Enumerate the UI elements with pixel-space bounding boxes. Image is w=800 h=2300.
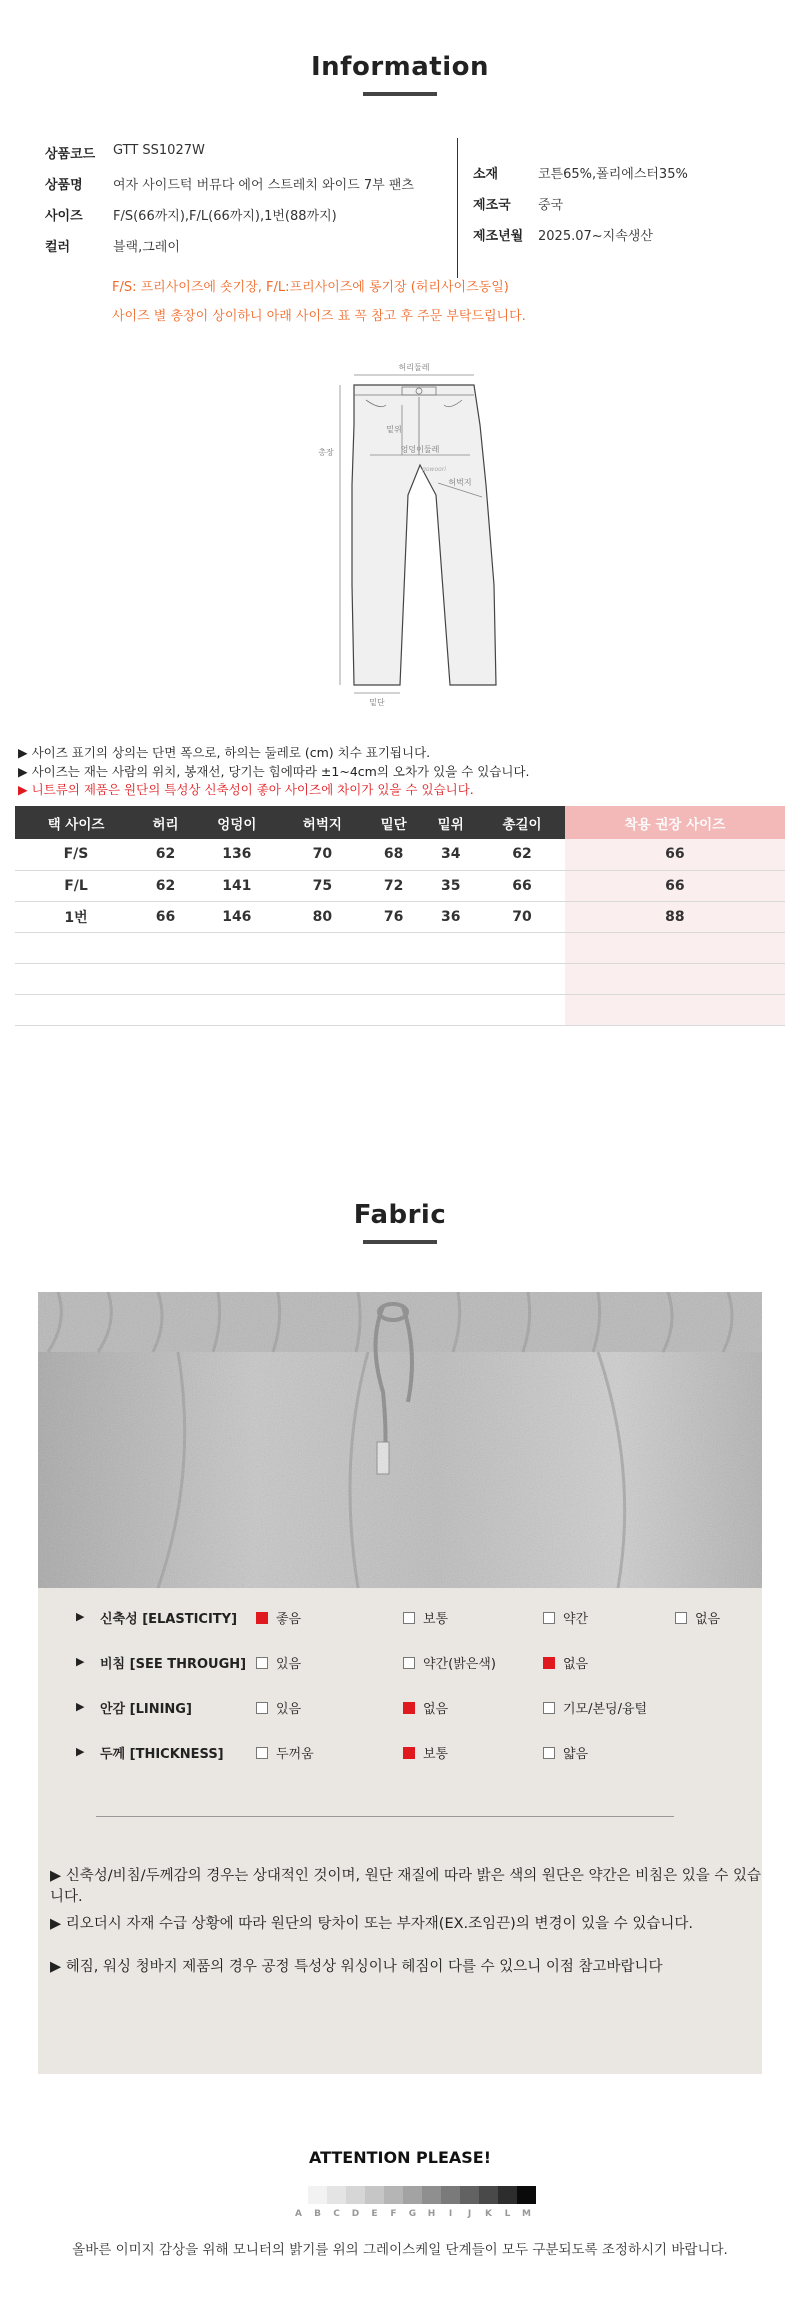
table-cell: 62 — [137, 839, 194, 870]
option-fleece-bonding — [543, 1698, 647, 1717]
fabric-note-3: ▶ 헤짐, 워싱 청바지 제품의 경우 공정 특성상 워싱이나 헤짐이 다를 수 있으니 이점 참고바랍니다 — [50, 1959, 663, 1975]
checkbox-icon — [403, 1612, 415, 1624]
header-thigh: 허벅지 — [280, 806, 366, 839]
fabric-properties-panel — [38, 1588, 762, 2074]
option-none — [543, 1653, 588, 1672]
grayscale-swatch — [517, 2186, 536, 2204]
table-cell: 136 — [194, 839, 280, 870]
info-row-manufacture-date — [473, 225, 773, 256]
pants-measurement-diagram — [310, 355, 510, 715]
info-row-country — [473, 194, 773, 225]
diagram-label-thigh: 허벅지 — [448, 478, 472, 487]
grayscale-bar — [289, 2186, 536, 2204]
grayscale-swatch — [289, 2186, 308, 2204]
fabric-title-underline — [363, 1240, 437, 1244]
checkbox-checked-icon — [403, 1702, 415, 1714]
property-lining — [38, 1698, 762, 1718]
info-label: 제조국 — [473, 198, 511, 213]
info-value: F/S(66까지),F/L(66까지),1번(88까지) — [113, 209, 337, 224]
option-yes — [256, 1653, 301, 1672]
table-cell: 70 — [280, 839, 366, 870]
size-note-1: F/S: 프리사이즈에 숏기장, F/L:프리사이즈에 롱기장 (허리사이즈동일) — [112, 280, 509, 295]
grayscale-label: B — [314, 2209, 321, 2219]
option-thin — [543, 1743, 588, 1762]
fabric-title: Fabric — [353, 1200, 447, 1230]
diagram-label-rise: 밑위 — [386, 425, 402, 434]
info-label: 제조년월 — [473, 229, 524, 244]
grayscale-label: D — [351, 2209, 360, 2219]
table-cell: 146 — [194, 901, 280, 932]
checkbox-icon — [543, 1702, 555, 1714]
header-waist: 허리 — [137, 806, 194, 839]
table-cell: 80 — [280, 901, 366, 932]
table-row — [15, 839, 785, 870]
grayscale-label: E — [371, 2209, 378, 2219]
information-title-underline — [363, 92, 437, 96]
property-label: 비침 [SEE THROUGH] — [100, 1657, 247, 1672]
table-cell: 141 — [194, 870, 280, 901]
arrow-icon: ▶ — [76, 1700, 85, 1713]
size-table-header — [15, 806, 785, 839]
checkbox-icon — [256, 1747, 268, 1759]
arrow-icon: ▶ — [76, 1745, 85, 1758]
checkbox-icon — [403, 1657, 415, 1669]
info-value: 코튼65%,폴리에스터35% — [538, 167, 688, 182]
panel-divider — [96, 1816, 674, 1817]
table-cell: F/L — [15, 870, 137, 901]
table-cell: 34 — [422, 839, 479, 870]
option-label: 보통 — [423, 1612, 449, 1627]
property-label: 두께 [THICKNESS] — [100, 1747, 224, 1762]
table-cell: 75 — [280, 870, 366, 901]
grayscale-label: F — [390, 2209, 397, 2219]
grayscale-swatch — [384, 2186, 403, 2204]
checkbox-checked-icon — [256, 1612, 268, 1624]
table-cell: 1번 — [15, 901, 137, 932]
info-value: 여자 사이드턱 버뮤다 에어 스트레치 와이드 7부 팬츠 — [113, 178, 414, 193]
information-title: Information — [310, 52, 490, 82]
fabric-closeup-image — [38, 1292, 762, 1588]
info-value: 2025.07~지속생산 — [538, 229, 653, 244]
checkbox-icon — [256, 1657, 268, 1669]
grayscale-swatch — [403, 2186, 422, 2204]
table-cell-recommended: 88 — [565, 901, 785, 932]
info-value: 블랙,그레이 — [113, 240, 180, 255]
size-note-2: 사이즈 별 총장이 상이하니 아래 사이즈 표 꼭 참고 후 주문 부탁드립니다. — [112, 309, 526, 324]
grayscale-label: A — [295, 2209, 302, 2219]
option-label: 있음 — [276, 1702, 302, 1717]
info-right-table — [473, 163, 773, 256]
table-row — [15, 870, 785, 901]
table-cell: 68 — [365, 839, 422, 870]
info-row-color — [45, 236, 455, 267]
header-tag-size: 택 사이즈 — [15, 806, 137, 839]
header-length: 총길이 — [479, 806, 565, 839]
table-cell: 35 — [422, 870, 479, 901]
header-recommended-size: 착용 권장 사이즈 — [565, 806, 785, 839]
checkbox-icon — [256, 1702, 268, 1714]
info-row-material — [473, 163, 773, 194]
grayscale-swatch — [479, 2186, 498, 2204]
option-label: 없음 — [563, 1657, 589, 1672]
info-row-size — [45, 205, 455, 236]
fabric-note-2: ▶ 리오더시 자재 수급 상황에 따라 원단의 탕차이 또는 부자재(EX.조임끈)의 변경이 있을 수 있습니다. — [50, 1916, 693, 1932]
grayscale-label: G — [408, 2209, 417, 2219]
info-label: 컬러 — [45, 240, 71, 255]
measure-note: ▶ 사이즈 표기의 상의는 단면 폭으로, 하의는 둘레로 (cm) 치수 표기됩니다. — [18, 745, 431, 760]
grayscale-swatch — [365, 2186, 384, 2204]
info-left-table — [45, 143, 455, 267]
info-label: 소재 — [473, 167, 499, 182]
table-cell: 62 — [479, 839, 565, 870]
option-none — [403, 1698, 448, 1717]
fabric-note-1: ▶ 신축성/비침/두께감의 경우는 상대적인 것이며, 원단 재질에 따라 밝은 색의 원단은 약간은 비침은 있을 수 있습니다. — [50, 1868, 761, 1905]
diagram-label-hem: 밑단 — [369, 698, 385, 707]
grayscale-label: M — [522, 2209, 531, 2219]
option-slight-light-color — [403, 1653, 496, 1672]
grayscale-labels — [289, 2209, 536, 2219]
header-hip: 엉덩이 — [194, 806, 280, 839]
diagram-label-length: 총장 — [318, 448, 334, 457]
table-cell: 36 — [422, 901, 479, 932]
grayscale-swatch — [308, 2186, 327, 2204]
option-label: 없음 — [423, 1702, 449, 1717]
arrow-icon: ▶ — [76, 1655, 85, 1668]
diagram-label-hip: 엉덩이둘레 — [400, 445, 440, 454]
diagram-label-waist: 허리둘레 — [398, 363, 430, 372]
info-value: 중국 — [538, 198, 564, 213]
arrow-icon: ▶ — [76, 1610, 85, 1623]
grayscale-swatch — [346, 2186, 365, 2204]
info-row-product-name — [45, 174, 455, 205]
grayscale-label: L — [504, 2209, 511, 2219]
table-cell-recommended: 66 — [565, 870, 785, 901]
option-label: 보통 — [423, 1747, 449, 1762]
header-rise: 밑위 — [422, 806, 479, 839]
option-label: 두꺼움 — [276, 1747, 314, 1762]
checkbox-checked-icon — [543, 1657, 555, 1669]
info-label: 사이즈 — [45, 209, 83, 224]
option-label: 있음 — [276, 1657, 302, 1672]
property-elasticity — [38, 1608, 762, 1628]
grayscale-label: C — [333, 2209, 340, 2219]
table-cell: 70 — [479, 901, 565, 932]
option-label: 약간(밝은색) — [423, 1657, 496, 1672]
grayscale-label: I — [448, 2209, 453, 2219]
option-slight — [543, 1608, 588, 1627]
option-normal — [403, 1608, 448, 1627]
grayscale-swatch — [498, 2186, 517, 2204]
grayscale-label: J — [467, 2209, 472, 2219]
grayscale-swatch — [327, 2186, 346, 2204]
info-value: GTT SS1027W — [113, 143, 205, 158]
option-label: 좋음 — [276, 1612, 302, 1627]
table-row-empty — [15, 932, 785, 963]
table-cell: 62 — [137, 870, 194, 901]
property-thickness — [38, 1743, 762, 1763]
attention-title: ATTENTION PLEASE! — [308, 2148, 492, 2167]
checkbox-icon — [543, 1612, 555, 1624]
grayscale-swatch — [460, 2186, 479, 2204]
option-thick — [256, 1743, 314, 1762]
table-cell: 66 — [479, 870, 565, 901]
info-row-product-code — [45, 143, 455, 174]
info-divider — [457, 138, 458, 278]
property-label: 안감 [LINING] — [100, 1702, 192, 1717]
option-normal — [403, 1743, 448, 1762]
grayscale-label: H — [427, 2209, 436, 2219]
table-row-empty — [15, 963, 785, 994]
grayscale-swatch — [441, 2186, 460, 2204]
table-row-empty — [15, 994, 785, 1025]
grayscale-note: 올바른 이미지 감상을 위해 모니터의 밝기를 위의 그레이스케일 단계들이 모두 구분되도록 조정하시기 바랍니다. — [72, 2242, 728, 2258]
option-label: 기모/본딩/융털 — [563, 1702, 648, 1717]
info-label: 상품코드 — [45, 147, 96, 162]
fabric-photo — [38, 1292, 762, 1588]
size-table — [15, 806, 785, 1026]
table-cell: F/S — [15, 839, 137, 870]
grayscale-swatch — [422, 2186, 441, 2204]
option-label: 얇음 — [563, 1747, 589, 1762]
grayscale-label: K — [485, 2209, 492, 2219]
option-label: 약간 — [563, 1612, 589, 1627]
checkbox-checked-icon — [403, 1747, 415, 1759]
measure-note: ▶ 사이즈는 재는 사람의 위치, 봉재선, 당기는 힘에따라 ±1~4cm의 오차가 있을 수 있습니다. — [18, 763, 530, 779]
option-good — [256, 1608, 301, 1627]
option-none — [675, 1608, 720, 1627]
checkbox-icon — [675, 1612, 687, 1624]
option-label: 없음 — [695, 1612, 721, 1627]
table-cell: 76 — [365, 901, 422, 932]
table-cell: 66 — [137, 901, 194, 932]
diagram-brand-mark: gowoori — [422, 466, 446, 473]
property-see-through — [38, 1653, 762, 1673]
measurement-notes — [18, 744, 530, 800]
info-label: 상품명 — [45, 178, 83, 193]
checkbox-icon — [543, 1747, 555, 1759]
property-label: 신축성 [ELASTICITY] — [100, 1612, 238, 1627]
measure-note-warning: ▶ 니트류의 제품은 원단의 특성상 신축성이 좋아 사이즈에 차이가 있을 수 있습니다. — [18, 782, 474, 797]
option-yes — [256, 1698, 301, 1717]
header-hem: 밑단 — [365, 806, 422, 839]
table-row — [15, 901, 785, 932]
table-cell: 72 — [365, 870, 422, 901]
table-cell-recommended: 66 — [565, 839, 785, 870]
